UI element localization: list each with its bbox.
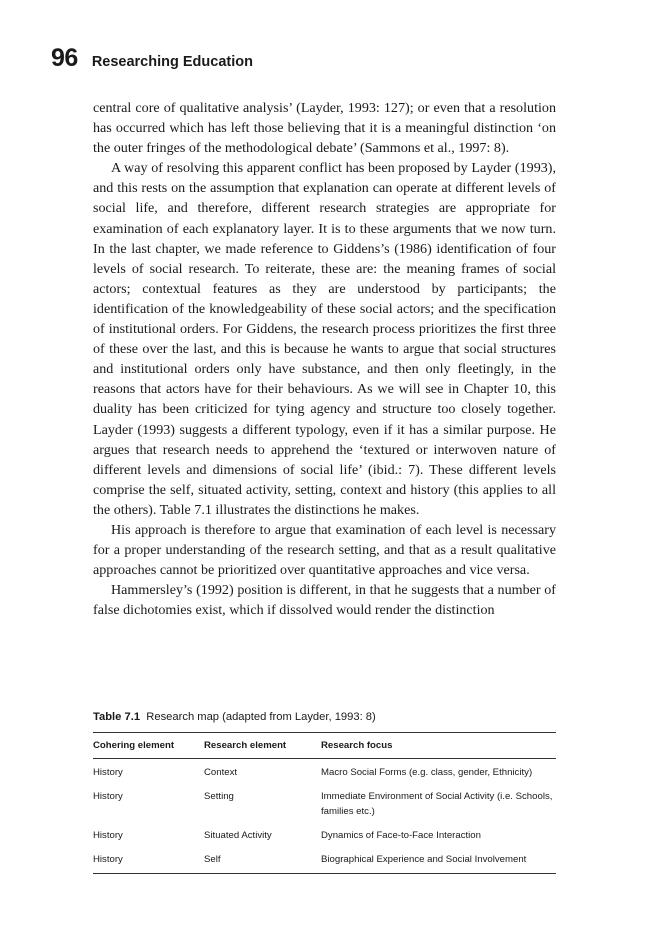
paragraph: Hammersley’s (1992) position is different, in that he suggests that a number of false dichotomies exist, which if dissolved would render the distinction — [93, 582, 556, 619]
table — [93, 732, 556, 874]
table-cell: History — [93, 791, 123, 802]
table-cell: Context — [204, 767, 238, 778]
paragraph: His approach is therefore to argue that examination of each level is necessary for a proper understanding of the research setting, and that as a result qualitative approaches cannot be prioritized over quantitative approaches and vice versa. — [93, 521, 556, 579]
table-cell: Self — [204, 846, 321, 874]
table-header-row — [93, 733, 556, 759]
table-row — [93, 759, 556, 784]
table-cell: Situated Activity — [204, 830, 272, 841]
table-caption-text: Research map (adapted from Layder, 1993: 8) — [146, 711, 376, 723]
column-header: Cohering element — [93, 733, 204, 759]
table-caption — [93, 711, 556, 723]
table-cell: History — [93, 846, 204, 874]
research-map-table — [93, 711, 556, 874]
page-header — [51, 44, 253, 78]
table-row — [93, 846, 556, 874]
column-header: Research element — [204, 733, 321, 759]
table-cell: Dynamics of Face-to-Face Interaction — [321, 830, 481, 841]
running-head: Researching Education — [91, 54, 253, 70]
table-cell: Setting — [204, 791, 234, 802]
table-cell: History — [93, 830, 123, 841]
table-cell: Macro Social Forms (e.g. class, gender, Ethnicity) — [321, 767, 533, 778]
paragraph: A way of resolving this apparent conflict has been proposed by Layder (1993), and this rests on the assumption that explanation can operate at different levels of social life, and therefore, different research strategies are appropriate for examination of each explanatory layer. It is to these arguments that we now turn. In the last chapter, we made reference to Giddens’s (1986) identification of four levels of social research. To reiterate, these are: the meaning frames of social actors; contextual features as they are understood by participants; the identification of the knowledgeability of these social actors; and the specification of institutional orders. For Giddens, the research process prioritizes the first three of these over the last, and this is because he wants to argue that social structures and institutional orders only have substance, and then only fleetingly, in the reasons that actors have for their behaviours. As we will see in Chapter 10, this duality has been criticized for tying agency and structure too closely together. Layder (1993) suggests a different typology, even if it has a similar purpose. He argues that research needs to apprehend the ‘textured or interwoven nature of different levels and dimensions of social life’ (ibid.: 7). These different levels comprise the self, situated activity, setting, context and history (this applies to all the others). Table 7.1 illustrates the distinctions he makes. — [93, 160, 556, 518]
table-cell: Biographical Experience and Social Involvement — [321, 846, 556, 874]
table-cell: Immediate Environment of Social Activity (i.e. Schools, families etc.) — [321, 791, 553, 817]
table-caption-number: Table 7.1 — [93, 711, 141, 723]
paragraph-continued: central core of qualitative analysis’ (Layder, 1993: 127); or even that a resolution has occurred which has left those believing that it is a meaningful distinction ‘on the outer fringes of the methodological debate’ (Sammons et al., 1997: 8). — [93, 100, 556, 157]
table-row — [93, 822, 556, 846]
page-number: 96 — [51, 44, 78, 72]
table-row — [93, 783, 556, 822]
column-header: Research focus — [321, 733, 556, 759]
body-text — [93, 98, 556, 620]
table-cell: History — [93, 767, 123, 778]
